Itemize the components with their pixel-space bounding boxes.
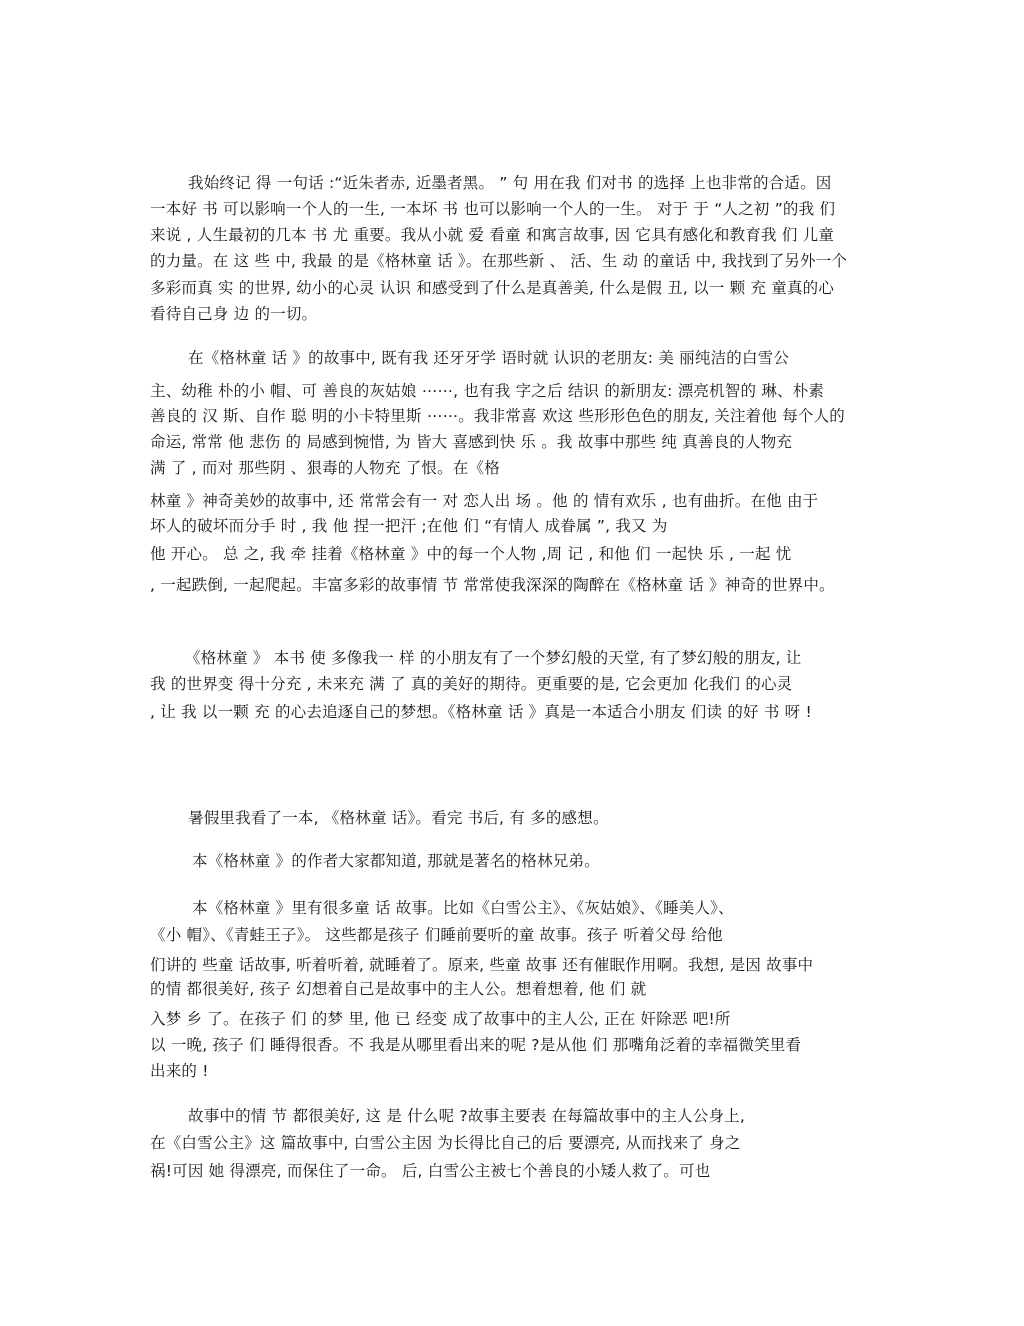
text-line: 我 的世界变 得十分充 , 未来充 满 了 真的美好的期待。更重要的是, 它会更加 化我们 的心灵 [150,675,793,693]
text-line: , 一起跌倒, 一起爬起。丰富多彩的故事情 节 常常使我深深的陶醉在《格林童 话 》神奇的世界中。 [150,576,835,594]
text-line: 我始终记 得 一句话 :“近朱者赤, 近墨者黑。 ” 句 用在我 们对书 的选择 上也非常的合适。因 [188,174,832,192]
text-line: 《格林童 》 本书 使 多像我一 样 的小朋友有了一个梦幻般的天堂, 有了梦幻般的朋友, 让 [185,649,802,667]
text-line: 命运, 常常 他 悲伤 的 局感到惋惜, 为 皆大 喜感到快 乐 。我 故事中那些 纯 真善良的人物充 [150,433,793,451]
text-line: , 让 我 以一颗 充 的心去追逐自己的梦想。《格林童 话 》真是一本适合小朋友 们读 的好 书 呀 ! [150,703,812,721]
text-line: 一本好 书 可以影响一个人的一生, 一本坏 书 也可以影响一个人的一生。 对于 于 “人之初 ”的我 们 [150,200,836,218]
text-line: 多彩而真 实 的世界, 幼小的心灵 认识 和感受到了什么是真善美, 什么是假 丑, 以一 颗 充 童真的心 [150,279,835,297]
text-line: 他 开心。 总 之, 我 牵 挂着《格林童 》中的每一个人物 ,周 记 , 和他 们 一起快 乐 , 一起 忧 [150,545,792,563]
text-line: 的情 都很美好, 孩子 幻想着自己是故事中的主人公。想着想着, 他 们 就 [150,980,647,998]
text-line: 暑假里我看了一本, 《格林童 话》。看完 书后, 有 多的感想。 [188,809,609,827]
text-line: 入梦 乡 了。在孩子 们 的梦 里, 他 已 经变 成了故事中的主人公, 正在 奸除恶 吧!所 [150,1010,731,1028]
text-line: 在《格林童 话 》的故事中, 既有我 还牙牙学 语时就 认识的老朋友: 美 丽纯洁的白雪公 [188,349,790,367]
text-line: 本《格林童 》的作者大家都知道, 那就是著名的格林兄弟。 [192,852,600,870]
text-line: 的力量。在 这 些 中, 我最 的是《格林童 话 》。在那些新 、 活、生 动 的童话 中, 我找到了另外一个 [150,252,848,270]
text-line: 善良的 汉 斯、自作 聪 明的小卡特里斯 ⋯⋯。我非常喜 欢这 些形形色色的朋友, 关注着他 每个人的 [150,407,845,425]
text-line: 来说 , 人生最初的几本 书 尤 重要。我从小就 爱 看童 和寓言故事, 因 它具有感化和教育我 们 儿童 [150,226,835,244]
text-line: 满 了 , 而对 那些阴 、狠毒的人物充 了恨。在《格 [150,459,500,477]
text-line: 以 一晚, 孩子 们 睡得很香。不 我是从哪里看出来的呢 ?是从他 们 那嘴角泛着的幸福微笑里看 [150,1036,802,1054]
text-line: 林童 》神奇美妙的故事中, 还 常常会有一 对 恋人出 场 。他 的 情有欢乐 , 也有曲折。在他 由于 [150,492,819,510]
text-line: 本《格林童 》里有很多童 话 故事。比如《白雪公主》、《灰姑娘》、《睡美人》、 [192,899,734,917]
text-line: 们讲的 些童 话故事, 听着听着, 就睡着了。原来, 些童 故事 还有催眠作用啊。我想, 是因 故事中 [150,956,814,974]
text-line: 主、幼稚 朴的小 帽、可 善良的灰姑娘 ⋯⋯, 也有我 字之后 结识 的新朋友: 漂亮机智的 琳、朴素 [150,382,825,400]
text-line: 看待自己身 边 的一切。 [150,305,318,323]
text-line: 祸!可因 她 得漂亮, 而保住了一命。 后, 白雪公主被七个善良的小矮人救了。可也 [150,1162,711,1180]
text-line: 在《白雪公主》这 篇故事中, 白雪公主因 为长得比自己的后 要漂亮, 从而找来了 身之 [150,1134,741,1152]
text-line: 出来的 ! [150,1062,209,1080]
text-line: 坏人的破坏而分手 时 , 我 他 捏一把汗 ;在他 们 “有情人 成眷属 ”, 我又 为 [150,517,668,535]
text-line: 故事中的情 节 都很美好, 这 是 什么呢 ?故事主要表 在每篇故事中的主人公身上, [188,1107,745,1125]
text-line: 《小 帽》、《青蛙王子》。 这些都是孩子 们睡前要听的童 故事。孩子 听着父母 给他 [150,926,723,944]
